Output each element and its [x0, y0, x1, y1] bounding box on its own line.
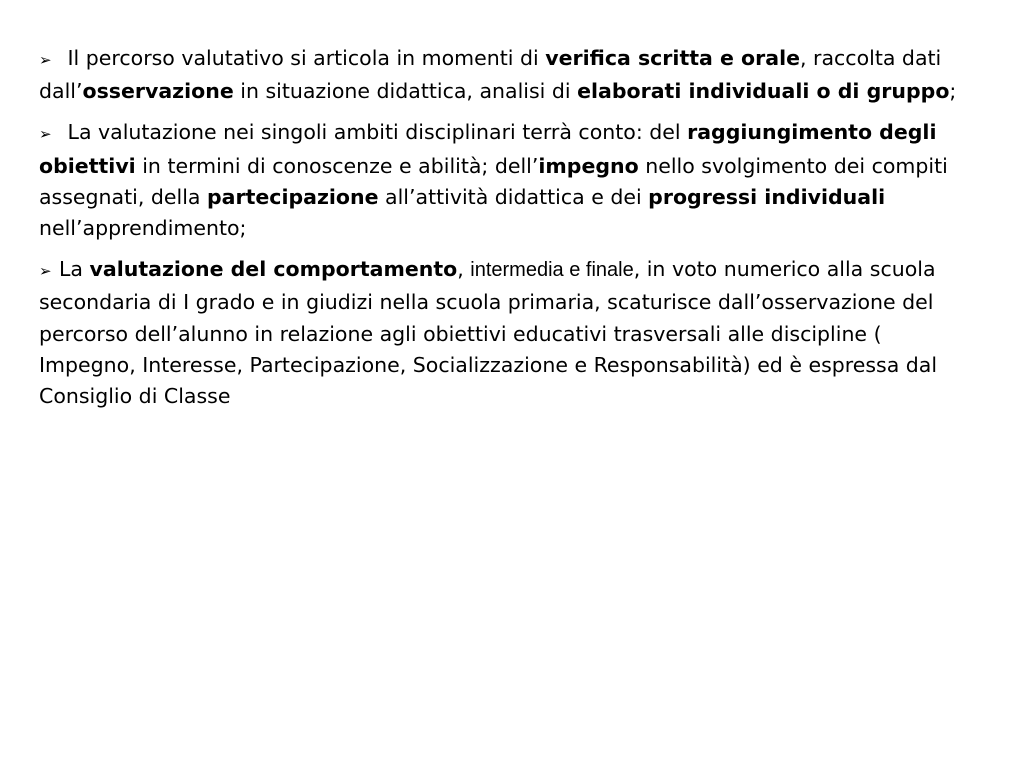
bold-run: raggiungimento degli obiettivi: [39, 120, 937, 178]
bold-run: elaborati individuali o di gruppo: [577, 79, 950, 104]
text-run: La valutazione nei singoli ambiti disciplinari terrà conto: del: [61, 120, 688, 145]
bold-run: impegno: [538, 153, 639, 178]
text-run: , raccolta dati dall’: [39, 46, 942, 104]
slide-body: [39, 43, 979, 422]
text-run: La: [59, 257, 90, 282]
text-run: , in voto numerico alla scuola secondaria di I grado e in giudizi nella scuola primaria, scaturisce dall’osservazione del percorso dell’alunno in relazione agli obiettivi educativi trasversali alle discipline ( Impegno, Interesse, Partecipazione, Socializzazione e Responsabilità) ed è espressa dal Consiglio di Classe: [39, 257, 938, 409]
bold-run: valutazione del comportamento: [89, 257, 458, 282]
text-run: ,: [457, 257, 471, 282]
narrow-font-run: intermedia e finale: [470, 259, 634, 282]
bold-run: partecipazione: [206, 184, 379, 209]
text-run: all’attività didattica e dei: [378, 184, 649, 209]
text-run: Il percorso valutativo si articola in momenti di: [61, 46, 546, 70]
arrow-bullet-icon: ➢: [39, 51, 52, 69]
text-run: in termini di conoscenze e abilità; dell’: [135, 153, 539, 178]
arrow-bullet-icon: ➢: [39, 125, 52, 144]
paragraph-valutazione-ambiti: [39, 117, 979, 244]
text-run: ;: [949, 79, 957, 104]
arrow-bullet-icon: ➢: [39, 262, 52, 281]
text-run: in situazione didattica, analisi di: [233, 79, 578, 104]
bold-run: progressi individuali: [648, 184, 886, 209]
paragraph-valutazione-comportamento: [39, 254, 979, 412]
bold-run: osservazione: [82, 79, 234, 104]
text-run: nell’apprendimento;: [39, 216, 247, 241]
paragraph-percorso-valutativo: [39, 43, 979, 107]
bold-run: verifica scritta e orale: [545, 46, 801, 70]
text-run: nello svolgimento dei compiti assegnati, della: [39, 153, 948, 209]
